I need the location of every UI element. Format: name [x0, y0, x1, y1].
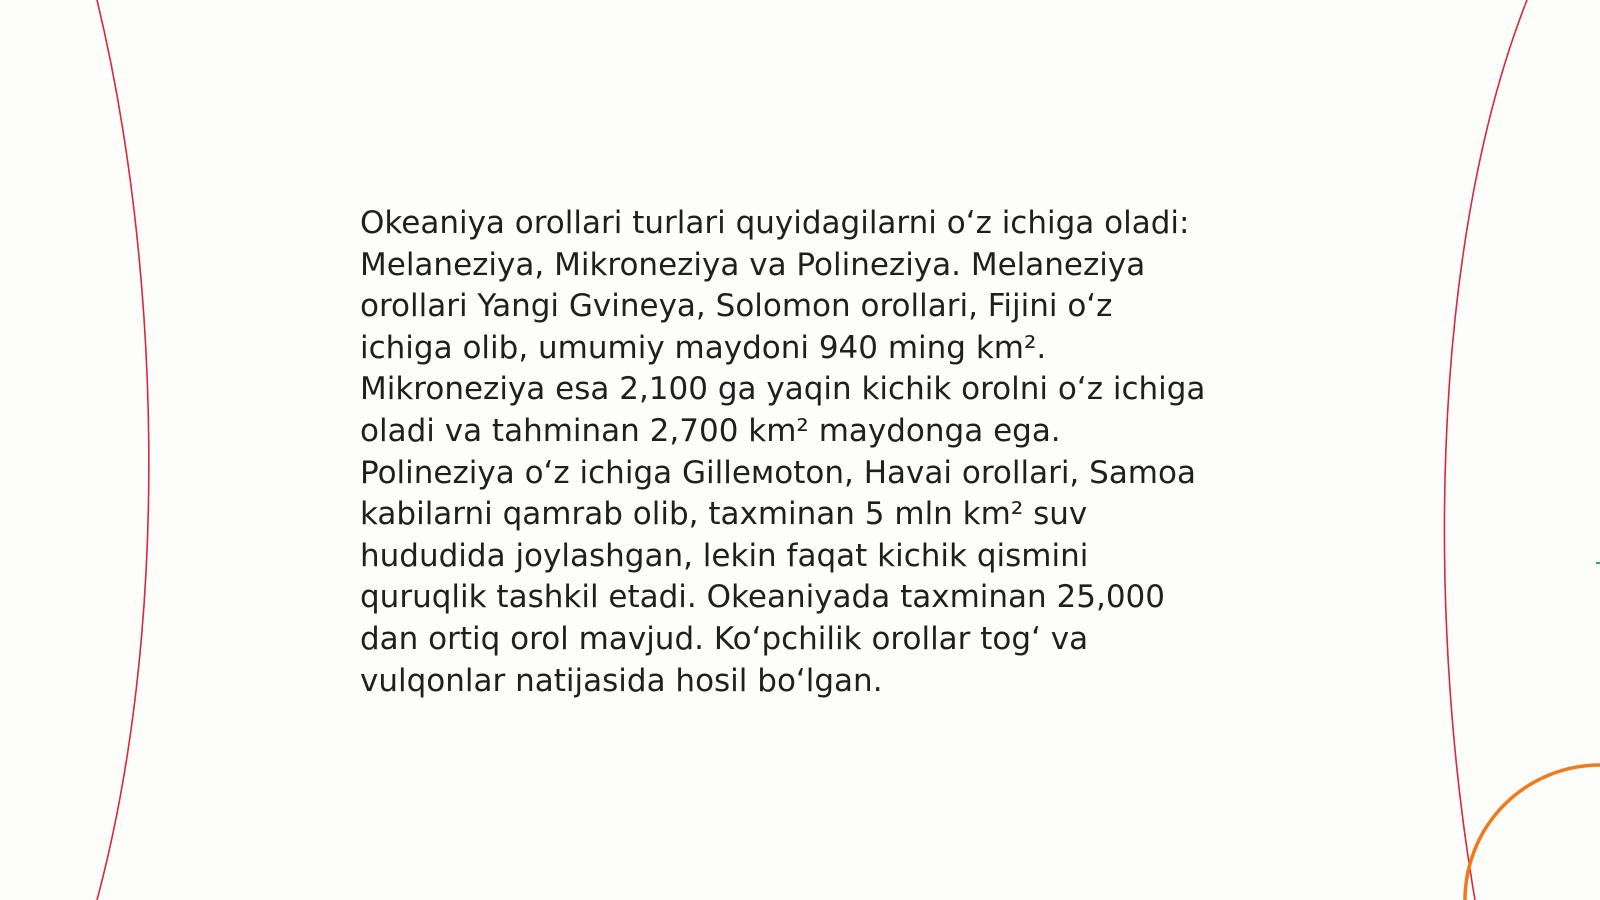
- body-line: dan ortiq orol mavjud. Koʻpchilik orollar togʻ va: [360, 620, 1089, 657]
- body-line: Okeaniya orollari turlari quyidagilarni oʻz ichiga oladi:: [360, 205, 1190, 241]
- body-line: Mikroneziya esa 2,100 ga yaqin kichik orolni oʻz ichiga: [360, 371, 1206, 408]
- body-line: vulqonlar natijasida hosil boʻlgan.: [360, 662, 883, 699]
- body-line: Polineziya oʻz ichiga Gilleмoton, Havai orollari, Samoa: [360, 454, 1196, 491]
- body-text: [360, 203, 1260, 702]
- body-line: oladi va tahminan 2,700 km² maydonga ega.: [360, 412, 1061, 449]
- body-line: Melaneziya, Mikroneziya va Polineziya. Melaneziya: [360, 246, 1146, 283]
- body-line: kabilarni qamrab olib, taxminan 5 mln km² suv: [360, 496, 1088, 533]
- right-curve: [1444, 0, 1527, 900]
- body-line: hududida joylashgan, lekin faqat kichik qismini: [360, 537, 1089, 574]
- orange-circle-outline: [1465, 765, 1600, 900]
- body-line: ichiga olib, umumiy maydoni 940 ming km².: [360, 329, 1047, 366]
- body-line: orollari Yangi Gvineya, Solomon orollari, Fijini oʻz: [360, 288, 1113, 325]
- left-curve: [97, 0, 149, 900]
- body-line: quruqlik tashkil etadi. Okeaniyada taxminan 25,000: [360, 579, 1166, 616]
